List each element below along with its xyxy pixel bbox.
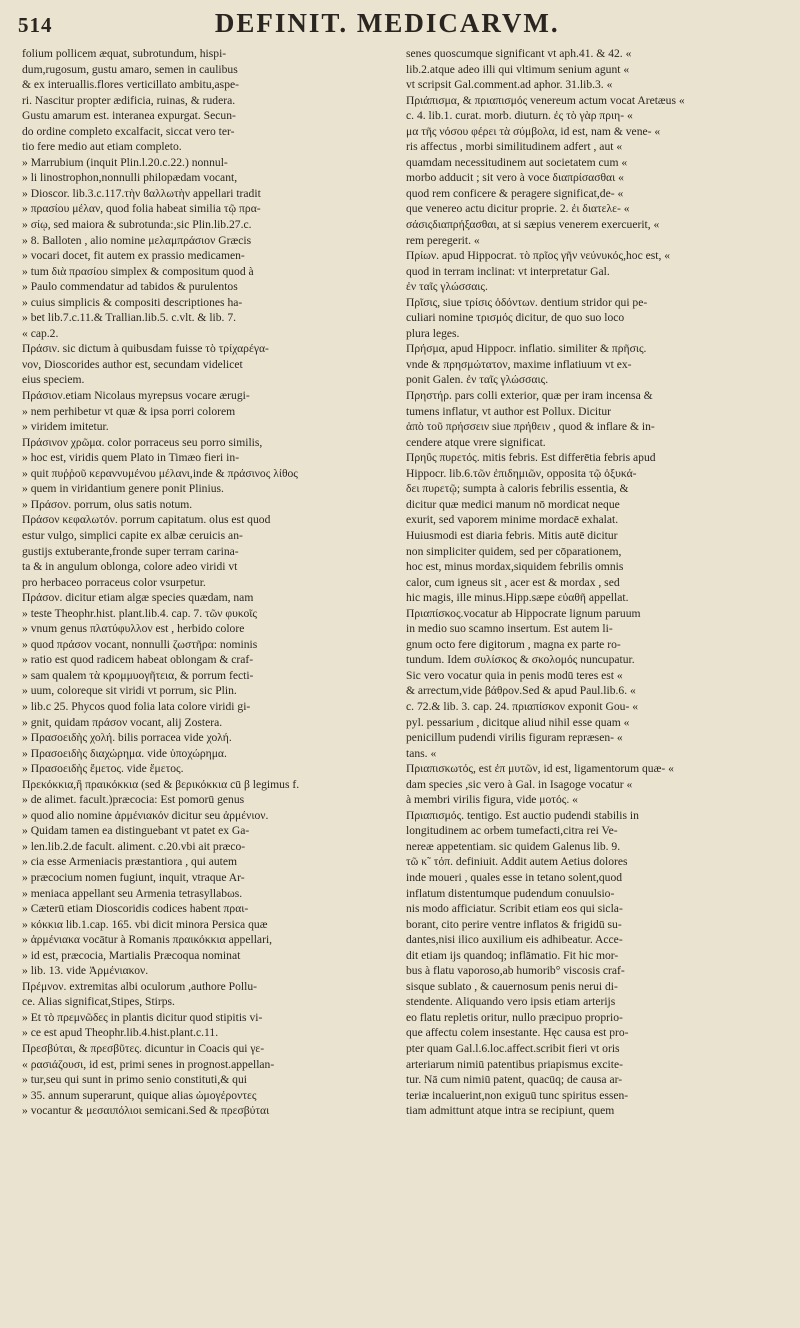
text-line: tans. « (406, 746, 437, 760)
text-line: culiari nomine τρισμός dicitur, de quo suo loco (406, 311, 625, 325)
text-line: Hippocr. lib.6.τῶν ἐπιδημιῶν, opposita τῷ ὀξυκά- (406, 466, 637, 480)
text-line: σάσιςδιαπρήξασθαι, at si sæpius venerem exercuerit, « (406, 218, 660, 232)
left-text-column (22, 46, 392, 1316)
text-line: sisque sublato , & cauernosum penis nerui di- (406, 979, 618, 993)
text-line: eius speciem. (22, 373, 85, 387)
text-line: » κόκκια lib.1.cap. 165. vbi dicit minora Persica quæ (22, 917, 268, 931)
text-line: » vocari docet, fit autem ex prassio medicamen- (22, 249, 245, 263)
text-line: » gnit, quidam πράσον vocant, alij Zostera. (22, 715, 223, 729)
text-line: plura leges. (406, 326, 460, 340)
text-line: à membri virilis figura, vide μοτός. « (406, 793, 578, 807)
text-line: inde moueri , quales esse in tetano solent,quod (406, 870, 623, 884)
text-line: Πρίων. apud Hippocrat. τὸ πρῖος γῆν νεύνυκός,hoc est, « (406, 249, 671, 263)
text-line: vnde & πρησμώτατον, maxime inflatiuum vt ex- (406, 357, 632, 371)
text-line: » uum, coloreque sit viridi vt porrum, sic Plin. (22, 684, 237, 698)
text-line: » ce est apud Theophr.lib.4.hist.plant.c.11. (22, 1026, 219, 1040)
text-line: » vocantur & μεσαιπόλιοι semicani.Sed & πρεσβύται (22, 1104, 270, 1118)
text-line: ἀπὸ τοῦ πρήσσειν siue πρήθειν , quod & inflare & in- (406, 420, 655, 434)
text-line: » lib. 13. vide Ἀρμένιακον. (22, 964, 149, 978)
text-line: dum,rugosum, gustu amaro, semen in caulibus (22, 62, 238, 76)
text-line: » teste Theophr.hist. plant.lib.4. cap. 7. τῶν φυκοῖς (22, 606, 257, 620)
text-line: » 35. annum superarunt, quique alias ὠμογέροντες (22, 1088, 257, 1102)
text-line: Πρηΰς πυρετός. mitis febris. Est differētia febris apud (406, 451, 656, 465)
text-line: Πρήσμα, apud Hippocr. inflatio. similiter & πρῆσις. (406, 342, 647, 356)
text-line: » quem in viridantium genere ponit Plinius. (22, 482, 224, 496)
text-line: νον, Dioscorides author est, secundam videlicet (22, 357, 243, 371)
text-line: Πρῖσις, siue τρίσις ὀδόντων. dentium stridor qui pe- (406, 295, 648, 309)
text-line: do ordine completo excalfacit, siccat vero ter- (22, 124, 235, 138)
text-line: longitudinem ac orbem tumefacti,citra rei Ve- (406, 824, 618, 838)
text-line: Πριαπισμός. tentigo. Est auctio pudendi stabilis in (406, 808, 639, 822)
text-line: μα τῆς νόσου φέρει τὰ σύμβολα, id est, nam & vene- « (406, 124, 661, 138)
text-line: bus à flatu vaporoso,ab humorib° viscosis craf- (406, 964, 625, 978)
page-header (18, 8, 782, 44)
text-line: ta & in angulum oblonga, colore adeo viridi vt (22, 560, 238, 574)
text-line: » tum διὰ πρασίου simplex & compositum quod à (22, 264, 254, 278)
text-line: que affectu colem insestante. Hęc causa est pro- (406, 1026, 629, 1040)
text-line: & ex interuallis.flores verticillato ambitu,aspe- (22, 78, 239, 92)
text-line: dantes,nisi ilico auxilium eis adhibeatur. Acce- (406, 933, 623, 947)
text-line: » Quidam tamen ea distinguebant vt patet ex Ga- (22, 824, 250, 838)
text-line: pro herbaceo porraceus color vsurpetur. (22, 575, 206, 589)
text-line: Πρέμνον. extremitas albi oculorum ,authore Pollu- (22, 979, 258, 993)
text-line: teriæ incaluerint,non exiguū tunc spiritus essen- (406, 1088, 629, 1102)
right-text-column (406, 46, 780, 1316)
text-line: stendente. Aliquando vero ipsis etiam arterijs (406, 995, 616, 1009)
text-line: senes quoscumque significant vt aph.41. & 42. « (406, 47, 632, 60)
text-line: Πριαπισκωτός, est ἐπ μυτῶν, id est, ligamentorum quæ- « (406, 762, 674, 776)
text-line: nereæ appetentiam. sic quidem Galenus lib. 9. (406, 839, 621, 853)
text-line: borant, cito perire ventre inflatos & frigidū su- (406, 917, 622, 931)
text-line: » Πρασοειδὴς ἔμετος. vide ἔμετος. (22, 762, 184, 776)
text-line: calor, cum igneus sit , acer est & mordax , sed (406, 575, 620, 589)
text-line: folium pollicem æquat, subrotundum, hispi- (22, 47, 227, 60)
text-line: morbo adducit ; sit vero à voce διαπρίσασθαι « (406, 171, 624, 185)
text-line: in medio suo scamno insertum. Est autem li- (406, 622, 613, 636)
text-line: Πριαπίσκος.vocatur ab Hippocrate lignum paruum (406, 606, 641, 620)
text-line: » viridem imitetur. (22, 420, 109, 434)
text-line: Πριάπισμα, & πριαπισμός venereum actum vocat Aretæus « (406, 93, 685, 107)
text-line: » Πράσον. porrum, olus satis notum. (22, 497, 193, 511)
text-line: » ratio est quod radicem habeat oblongam & craf- (22, 653, 254, 667)
text-line: lib.2.atque adeo illi qui vltimum senium agunt « (406, 62, 630, 76)
text-line: rem peregerit. « (406, 233, 480, 247)
text-line: tiam admittunt atque intra se recipiunt, quem (406, 1104, 615, 1118)
text-line: c. 4. lib.1. curat. morb. diuturn. ἐς τὸ γὰρ πριη- « (406, 109, 633, 123)
text-line: Huiusmodi est diaria febris. Mitis autē dicitur (406, 528, 618, 542)
text-line: non simpliciter quidem, sed per cōparationem, (406, 544, 622, 558)
text-line: » quit πυῤῥοῦ κεραννυμένου μέλανι,inde & πράσινος λίθος (22, 466, 298, 480)
text-line: » tur,seu qui sunt in primo senio constituti,& qui (22, 1073, 247, 1087)
text-line: » Cæterū etiam Dioscoridis codices habent πραι- (22, 902, 249, 916)
text-line: gustijs extuberante,fronde super terram carina- (22, 544, 239, 558)
text-line: » præcocium nomen fugiunt, inquit, vtraque Ar- (22, 870, 245, 884)
text-line: inflatum distentumque pudendum conuulsio- (406, 886, 615, 900)
text-line: Πράσινον χρῶμα. color porraceus seu porro similis, (22, 435, 263, 449)
text-line: » πρασίου μέλαν, quod folia habeat similia τῷ πρα- (22, 202, 261, 216)
text-line: pyl. pessarium , dicitque aliud nihil esse quam « (406, 715, 630, 729)
text-line: tio fere medio aut etiam completo. (22, 140, 182, 154)
text-line: Πράσιν. sic dictum à quibusdam fuisse τὸ τρίχαρέγα- (22, 342, 269, 356)
text-line: » vnum genus πλατύφυλλον est , herbido colore (22, 622, 245, 636)
text-line: exurit, sed vaporem minime mordacē exhalat. (406, 513, 619, 527)
text-line: ris affectus , morbi similitudinem adfert , aut « (406, 140, 623, 154)
text-line: » quod alio nomine ἀρμένιακόν dicitur seu ἀρμένιον. (22, 808, 269, 822)
text-line: » lib.c 25. Phycos quod folia lata colore viridi gi- (22, 699, 251, 713)
text-line: » 8. Balloten , alio nomine μελαμπράσιον Græcis (22, 233, 252, 247)
text-line: » bet lib.7.c.11.& Trallian.lib.5. c.vlt. & lib. 7. (22, 311, 237, 325)
text-line: « ρασιάζουσι, id est, primi senes in prognost.appellan- (22, 1057, 275, 1071)
text-line: » hoc est, viridis quem Plato in Timæo fieri in- (22, 451, 240, 465)
text-line: ponit Galen. ἐν ταῖς γλώσσαις. (406, 373, 549, 387)
text-line: » Dioscor. lib.3.c.117.τὴν ϐαλλωτὴν appellari tradit (22, 186, 261, 200)
text-line: Πρεσβύται, & πρεσβῦτες. dicuntur in Coacis qui γε- (22, 1042, 265, 1055)
text-line: & arrectum,vide βάθρον.Sed & apud Paul.lib.6. « (406, 684, 636, 698)
text-line: hic magis, ille minus.Hipp.sæpe εὐαθῆ appellat. (406, 591, 629, 605)
text-line: pter quam Gal.l.6.loc.affect.scribit fieri vt oris (406, 1042, 620, 1055)
text-line: arteriarum nimiū patentibus priapismus excite- (406, 1057, 623, 1071)
text-line: dam species ,sic vero à Gal. in Isagoge vocatur « (406, 777, 633, 791)
text-line: ce. Alias significat,Stipes, Stirps. (22, 995, 175, 1009)
text-line: » cia esse Armeniacis præstantiora , qui autem (22, 855, 238, 869)
text-line: penicillum pudendi virilis figuram repræsen- « (406, 731, 623, 745)
text-line: » len.lib.2.de facult. aliment. c.20.vbi ait præco- (22, 839, 246, 853)
text-line: quod rem conficere & peragere significat,de- « (406, 186, 624, 200)
text-line: vt scripsit Gal.comment.ad aphor. 31.lib.3. « (406, 78, 613, 92)
running-title: DEFINIT. MEDICARVM. (214, 8, 560, 38)
text-line: tumens inflatur, vt author est Pollux. Dicitur (406, 404, 611, 418)
text-line: quod in terram inclinat: vt interpretatur Gal. (406, 264, 610, 278)
text-line: » li linostrophon,nonnulli philopædam vocant, (22, 171, 238, 185)
text-line: ἐν ταῖς γλώσσαις. (406, 280, 488, 294)
text-line: que venereo actu dicitur proprie. 2. ἐι διατελε- « (406, 202, 630, 216)
text-line: Πράσιον.etiam Nicolaus myrepsus vocare ærugi- (22, 389, 250, 403)
text-line: » σίῳ, sed maiora & subrotunda:,sic Plin.lib.27.c. (22, 218, 252, 232)
text-line: » quod πράσον vocant, nonnulli ζωστῆρα: nominis (22, 637, 258, 651)
text-line: » Πρασοειδὴς χολή. bilis porracea vide χολή. (22, 731, 232, 745)
text-line: Πρεκόκκια,ἢ πραικόκκια (sed & βερικόκκια cū β legimus f. (22, 777, 300, 791)
text-line: Πράσον κεφαλωτόν. porrum capitatum. olus est quod (22, 513, 271, 527)
text-line: » Paulo commendatur ad tabidos & purulentos (22, 280, 238, 294)
text-line: estur vulgo, simplici capite ex albæ ceruicis an- (22, 528, 243, 542)
text-line: dit etiam ijs quandoq; inflāmatio. Fit hic mor- (406, 948, 619, 962)
text-line: quamdam necessitudinem aut societatem cum « (406, 155, 628, 169)
page-number: 514 (18, 13, 53, 37)
text-line: Πρηστήρ. pars colli exterior, quæ per iram incensa & (406, 389, 653, 403)
text-line: » Marrubium (inquit Plin.l.20.c.22.) nonnul- (22, 155, 228, 169)
text-line: » Πρασοειδὴς διαχώρημα. vide ὑποχώρημα. (22, 746, 227, 760)
text-line: hoc est, minus mordax,siquidem febrilis omnis (406, 560, 624, 574)
text-line: cendere atque vrere significat. (406, 435, 546, 449)
text-line: eo flatu repletis oritur, nullo præcipuo proprio- (406, 1010, 623, 1024)
text-line: Gustu amarum est. interanea expurgat. Secun- (22, 109, 236, 123)
text-line: ri. Nascitur propter ædificia, ruinas, & rudera. (22, 93, 236, 107)
text-line: tundum. Idem συλίσκος & σκολομός nuncupatur. (406, 653, 635, 667)
text-line: c. 72.& lib. 3. cap. 24. πριαπίσκον exponit Gou- « (406, 699, 639, 713)
text-line: » Et τὸ πρεμνῶδες in plantis dicitur quod stipitis vi- (22, 1010, 263, 1024)
text-line: » sam qualem τὰ κρομμυογῆτεια, & porrum fecti- (22, 668, 254, 682)
text-line: » id est, præcocia, Martialis Præcoqua nominat (22, 948, 241, 962)
text-line: τῶ κ῀ τόπ. definiuit. Addit autem Aetius dolores (406, 855, 628, 869)
text-line: » cuius simplicis & compositi descriptiones ha- (22, 295, 243, 309)
text-line: Sic vero vocatur quia in penis modū teres est « (406, 668, 623, 682)
text-line: « cap.2. (22, 326, 59, 340)
text-line: » nem perhibetur vt quæ & ipsa porri colorem (22, 404, 236, 418)
text-line: δει πυρετῷ; sumpta à caloris febrilis essentia, & (406, 482, 629, 496)
text-line: » de alimet. facult.)præcocia: Est pomorū genus (22, 793, 245, 807)
text-line: gnum octo fere digitorum , magna ex parte ro- (406, 637, 621, 651)
text-line: nis modo afficiatur. Scribit etiam eos qui sicla- (406, 902, 623, 916)
text-line: dicitur quæ medici manum nō mordicat neque (406, 497, 620, 511)
text-line: » meniaca appellant seu Armenia tetrasyllabωs. (22, 886, 243, 900)
text-line: tur. Nā cum nimiū patent, quacūq; de causa ar- (406, 1073, 623, 1087)
text-line: » ἀρμένιακα vocātur à Romanis πραικόκκια appellari, (22, 933, 273, 947)
text-line: Πράσον. dicitur etiam algæ species quædam, nam (22, 591, 254, 605)
